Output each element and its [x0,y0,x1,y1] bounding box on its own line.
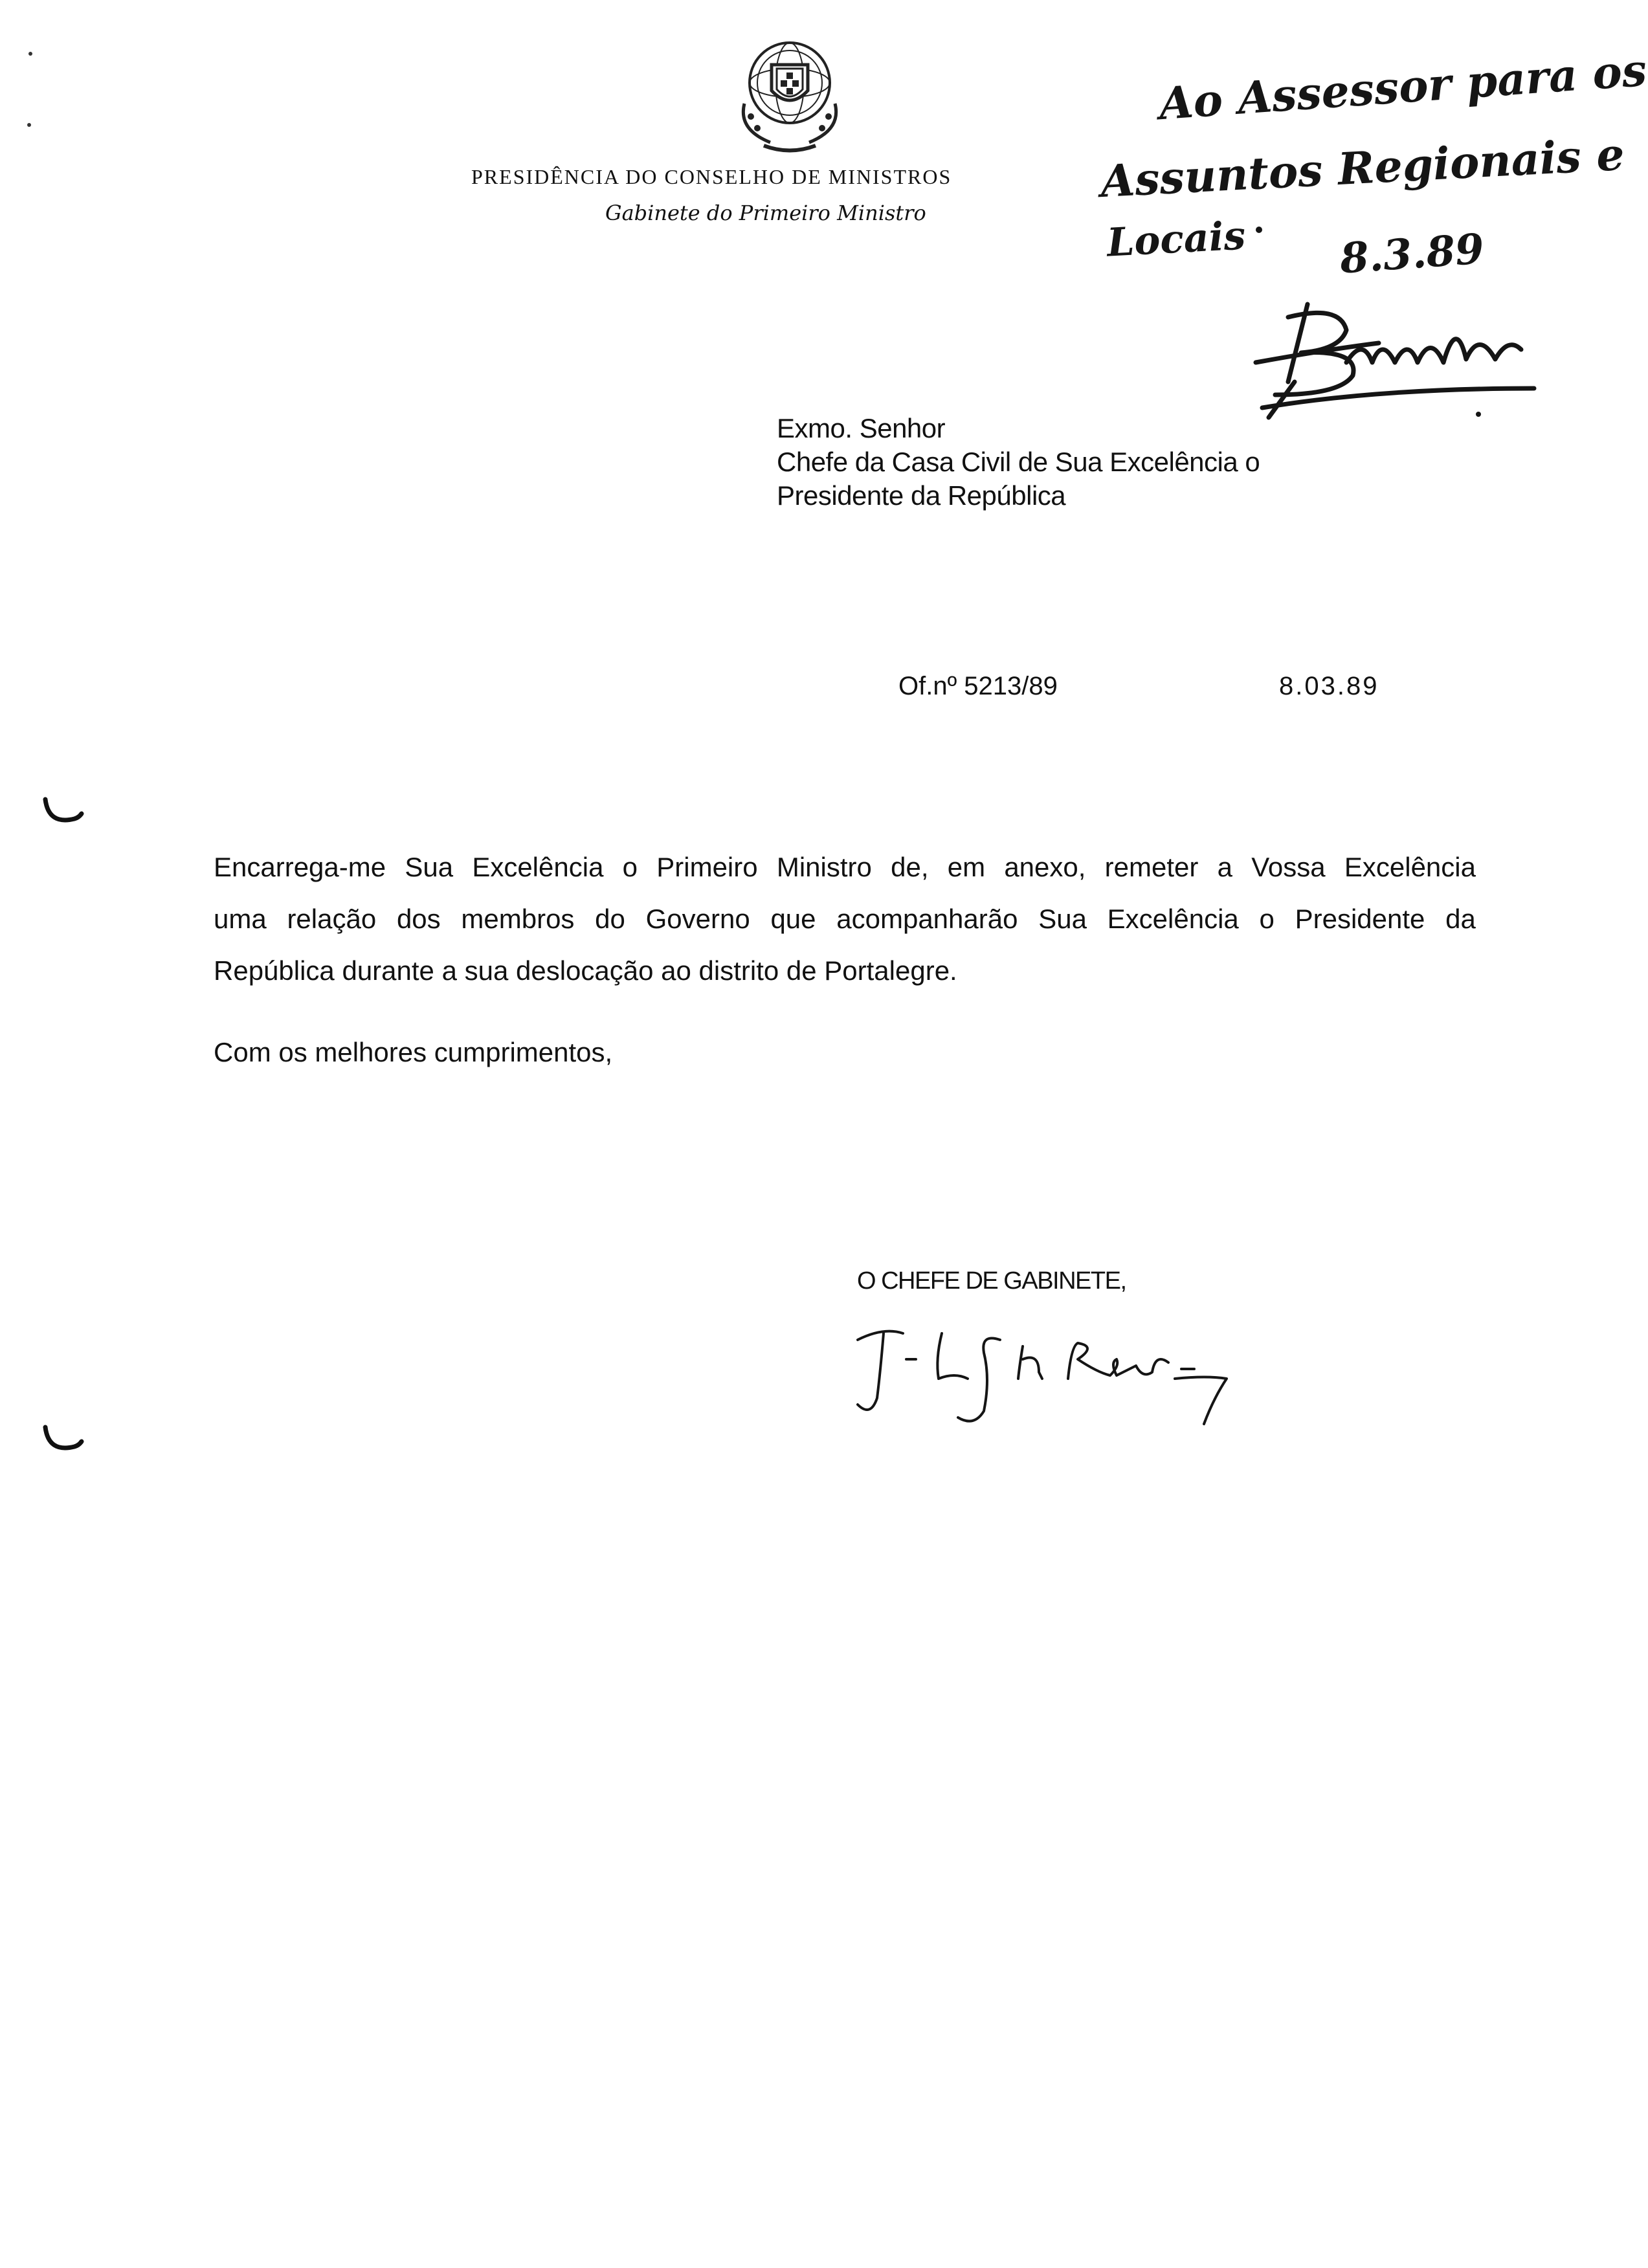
body-line [214,841,1476,893]
handwritten-signature [845,1314,1233,1430]
handwritten-signature-annotation [1249,291,1547,421]
coat-of-arms-emblem [725,26,854,155]
office-name: Gabinete do Primeiro Ministro [605,201,926,225]
body-word: Governo [645,904,750,934]
body-word: uma [214,904,267,934]
margin-hole-mark [39,1421,84,1460]
body-word: Excelência [1107,904,1239,934]
body-word: Vossa [1251,852,1326,882]
body-word: Primeiro [656,852,758,882]
body-word: Ministro [776,852,872,882]
body-word: do [595,904,625,934]
organization-name: PRESIDÊNCIA DO CONSELHO DE MINISTROS [471,165,952,188]
reference-number: Of.nº 5213/89 [898,672,1058,700]
handwritten-annotation-line: Assuntos Regionais e [1099,128,1626,208]
body-word: a [1217,852,1232,882]
scan-speck [27,123,31,127]
body-word: Sua [1038,904,1087,934]
body-word: remeter [1104,852,1199,882]
reference-date: 8.03.89 [1279,672,1379,700]
body-word: Excelência [472,852,604,882]
handwritten-annotation-date: 8.3.89 [1338,225,1486,284]
body-word: o [622,852,638,882]
closing-remark: Com os melhores cumprimentos, [214,1037,613,1067]
body-line [214,893,1476,945]
recipient-line: Presidente da República [777,480,1066,511]
body-word: em [947,852,986,882]
handwritten-annotation-line: Locais [1106,213,1247,266]
ink-dot [1256,227,1262,233]
recipient-line: Exmo. Senhor [777,413,946,443]
body-word: membros [461,904,575,934]
body-word: Encarrega-me [214,852,386,882]
body-word: o [1259,904,1275,934]
body-word: de, [891,852,929,882]
recipient-address [777,412,1260,513]
body-word: que [770,904,816,934]
body-word: Sua [405,852,454,882]
body-word: relação [287,904,377,934]
body-word: Presidente [1295,904,1425,934]
body-word: Excelência [1344,852,1476,882]
signatory-title: O CHEFE DE GABINETE, [857,1267,1126,1295]
body-word: da [1445,904,1476,934]
recipient-line: Chefe da Casa Civil de Sua Excelência o [777,447,1260,477]
body-line: República durante a sua deslocação ao distrito de Portalegre. [214,955,957,986]
handwritten-annotation-line: Ao Assessor para os [1157,44,1648,131]
scan-speck [28,52,32,56]
body-word: dos [396,904,441,934]
margin-hole-mark [39,793,84,832]
body-paragraph [214,841,1476,997]
ink-dot [1476,412,1481,417]
body-word: anexo, [1004,852,1086,882]
body-word: acompanharão [836,904,1018,934]
